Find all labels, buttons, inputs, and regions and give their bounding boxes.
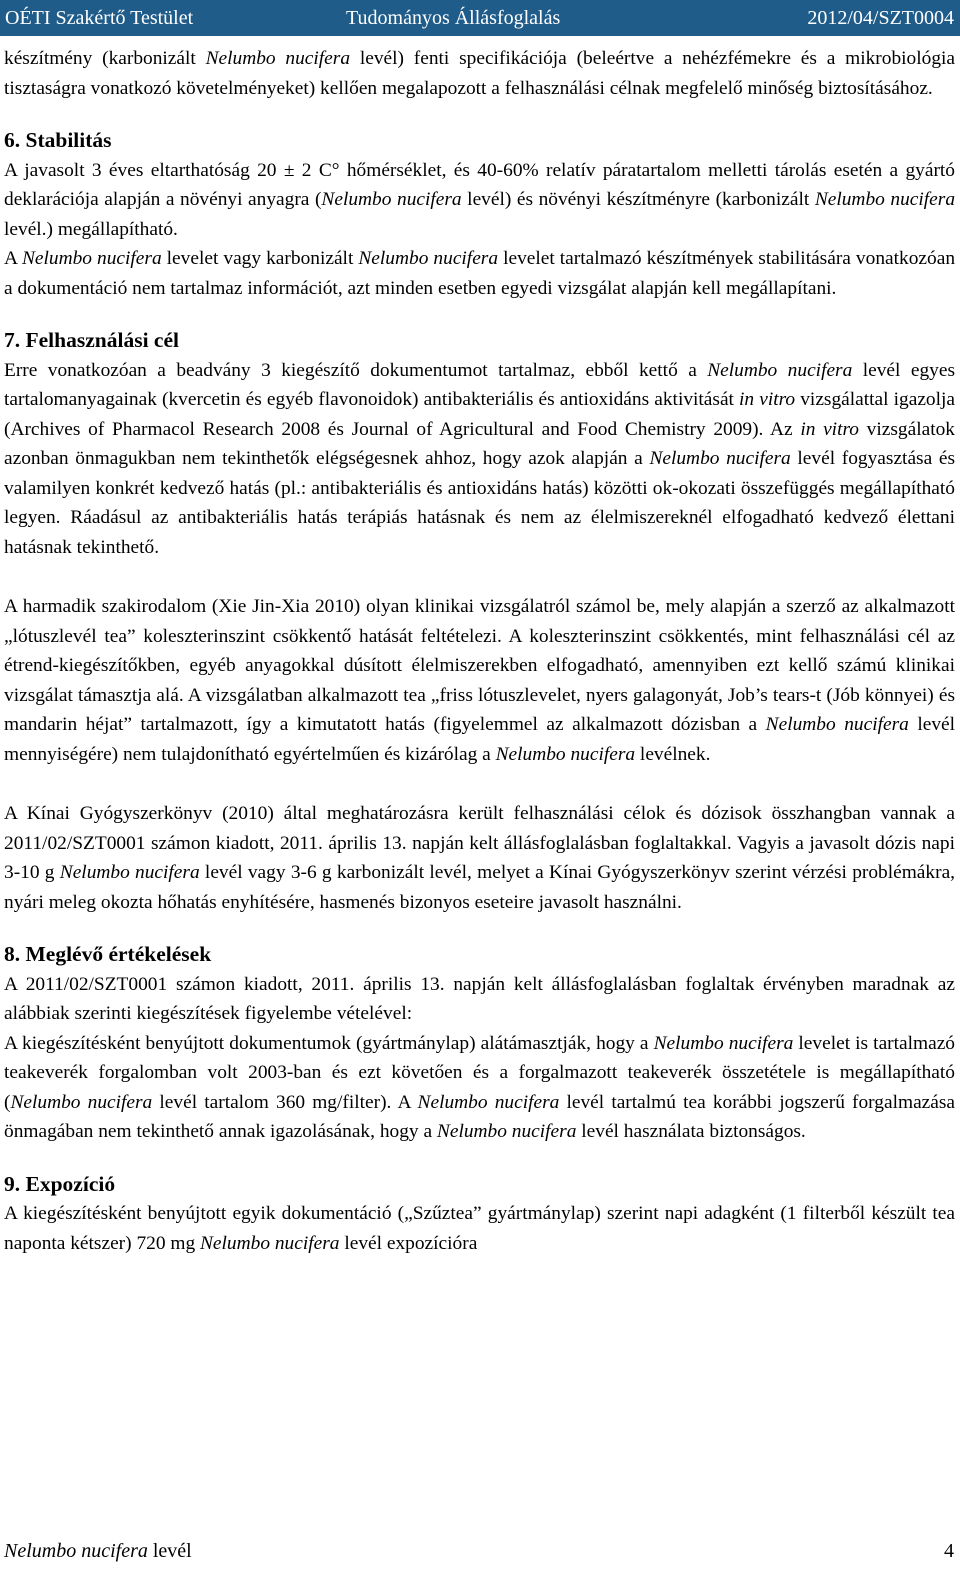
species-name: Nelumbo nucifera	[358, 248, 499, 269]
species-name: Nelumbo nucifera	[814, 189, 956, 210]
paragraph-exposure-1: A kiegészítésként benyújtott egyik dokumentáció („Szűztea” gyártmánylap) szerint napi adagként (1 filterből készült tea naponta kétszer) 720 mg Nelumbo nucifera levél expozícióra	[4, 1203, 955, 1254]
page-header	[0, 0, 960, 36]
species-name: Nelumbo nucifera	[10, 1091, 153, 1113]
paragraph-stability-2: A Nelumbo nucifera levelet vagy karbonizált Nelumbo nucifera levelet tartalmazó készítmények stabilitására vonatkozóan a dokumentáció nem tartalmaz információt, azt minden esetben egyedi vizsgálat alapján kell megállapítani.	[4, 248, 956, 299]
species-name: Nelumbo nucifera	[649, 448, 791, 469]
species-name: Nelumbo nucifera	[495, 743, 636, 765]
section-heading-exposure: 9. Expozíció	[4, 1171, 116, 1196]
paragraph-intended-use-1: Erre vonatkozóan a beadvány 3 kiegészítő dokumentumot tartalmaz, ebből kettő a Nelumbo nucifera levél egyes tartalomanyagainak (kvercetin és egyéb flavonoidok) antibakteriális és antioxidáns aktivitását in vitro vizsgálattal igazolja (Archives of Pharmacol Research 2008 és Journal of Agricultural and Food Chemistry 2009). Az in vitro vizsgálatok azonban önmagukban nem tekinthetők elégségesnek ahhoz, hogy azok alapján a Nelumbo nucifera levél fogyasztása és valamilyen konkrét kedvező hatás (pl.: antibakteriális és antioxidáns hatás) közötti ok-okozati összefüggés megállapítható legyen. Ráadásul az antibakteriális hatás terápiás hatásnak és nem az élelmiszereknél elfogadható kedvező élettani hatásnak tekinthető.	[4, 359, 956, 558]
section-heading-intended-use: 7. Felhasználási cél	[4, 328, 179, 352]
species-name: Nelumbo nucifera	[205, 48, 351, 69]
document-body	[4, 44, 955, 1258]
paragraph-intro: készítmény (karbonizált Nelumbo nucifera levél) fenti specifikációja (beleértve a nehézfémekre és a mikrobiológia tisztaságra vonatkozó követelményeket) kellően megalapozott a felhasználási célnak megfelelő minőség biztosításához.	[4, 48, 956, 99]
species-name: Nelumbo nucifera	[707, 359, 853, 381]
species-name: Nelumbo nucifera	[653, 1032, 794, 1054]
in-vitro-term: in vitro	[739, 389, 796, 410]
paragraph-evaluations-1: A 2011/02/SZT0001 számon kiadott, 2011. április 13. napján kelt állásfoglalásban foglaltak érvényben maradnak az alábbiak szerinti kiegészítések figyelembe vételével:	[4, 973, 955, 1024]
species-name: Nelumbo nucifera	[321, 189, 462, 210]
species-name: Nelumbo nucifera	[59, 862, 200, 883]
in-vitro-term: in vitro	[800, 418, 859, 440]
paragraph-stability-1: A javasolt 3 éves eltarthatóság 20 ± 2 C° hőmérséklet, és 40-60% relatív páratartalom melletti tárolás esetén a gyártó deklarációja alapján a növényi anyagra (Nelumbo nucifera levél) és növényi készítményre (karbonizált Nelumbo nucifera levél.) megállapítható.	[4, 159, 956, 240]
header-document-number: 2012/04/SZT0004	[807, 7, 954, 29]
page-footer	[4, 1536, 954, 1566]
header-organization: OÉTI Szakértő Testület	[5, 7, 194, 29]
paragraph-intended-use-3: A Kínai Gyógyszerkönyv (2010) által meghatározásra került felhasználási célok és dózisok összhangban vannak a 2011/02/SZT0001 számon kiadott, 2011. április 13. napján kelt állásfoglalásban foglaltakkal. Vagyis a javasolt dózis napi 3-10 g Nelumbo nucifera levél vagy 3-6 g karbonizált levél, melyet a Kínai Gyógyszerkönyv szerint vérzési problémákra, nyári meleg okozta hőhatás enyhítésére, hasmenés bizonyos eseteire javasolt használni.	[4, 803, 956, 913]
footer-title: Nelumbo nucifera levél	[4, 1540, 192, 1562]
species-name: Nelumbo nucifera	[765, 714, 909, 735]
species-name: Nelumbo nucifera	[21, 248, 162, 269]
species-name: Nelumbo nucifera	[200, 1232, 340, 1254]
header-document-type: Tudományos Állásfoglalás	[346, 7, 561, 29]
paragraph-intended-use-2: A harmadik szakirodalom (Xie Jin-Xia 2010) olyan klinikai vizsgálatról számol be, mely alapján a szerző az alkalmazott „lótuszlevél tea” koleszterinszint csökkentő hatását feltételezi. A koleszterinszint csökkentés, mint felhasználási cél az étrend-kiegészítőkben, egyéb anyagokkal dúsított élelmiszerekben elfogadható, amennyiben ezt kellő számú klinikai vizsgálat támasztja alá. A vizsgálatban alkalmazott tea „friss lótuszlevelet, nyers galagonyát, Job’s tears-t (Jób könnyei) és mandarin héjat” tartalmazott, így a kimutatott hatás (figyelemmel az alkalmazott dózisban a Nelumbo nucifera levél mennyiségére) nem tulajdonítható egyértelműen és kizárólag a Nelumbo nucifera levélnek.	[4, 596, 956, 765]
section-heading-existing-evaluations: 8. Meglévő értékelések	[4, 942, 212, 966]
section-heading-stability: 6. Stabilitás	[4, 128, 112, 152]
page-number: 4	[944, 1540, 954, 1562]
species-name: Nelumbo nucifera	[417, 1091, 560, 1113]
paragraph-evaluations-2: A kiegészítésként benyújtott dokumentumok (gyártmánylap) alátámasztják, hogy a Nelumbo nucifera levelet is tartalmazó teakeverék forgalomban volt 2003-ban és ezt követően és a forgalmazott teakeverék összetétele is megállapítható (Nelumbo nucifera levél tartalom 360 mg/filter). A Nelumbo nucifera levél tartalmú tea korábbi jogszerű forgalmazása önmagában nem tekinthető annak igazolásának, hogy a Nelumbo nucifera levél használata biztonságos.	[4, 1032, 956, 1142]
species-name: Nelumbo nucifera	[436, 1121, 577, 1142]
